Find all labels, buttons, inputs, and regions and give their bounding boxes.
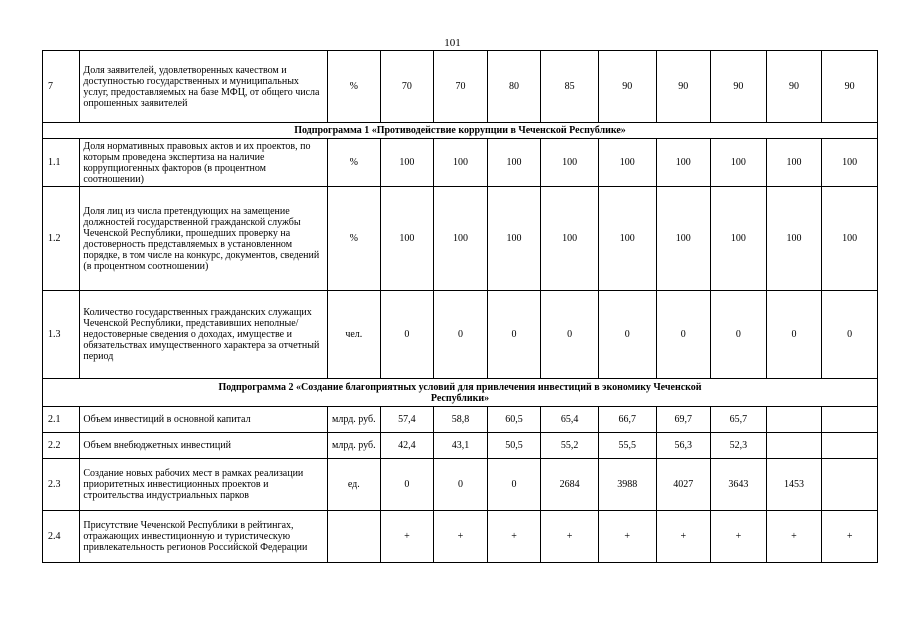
value-cell: 0: [541, 291, 599, 379]
value-cell: 100: [380, 139, 434, 187]
value-cell: +: [822, 511, 878, 563]
value-cell: 70: [380, 51, 434, 123]
value-cell: 0: [766, 291, 822, 379]
value-cell: 42,4: [380, 433, 434, 459]
value-cell: 85: [541, 51, 599, 123]
row-number: 2.4: [43, 511, 80, 563]
section-title: Подпрограмма 2 «Создание благоприятных условий для привлечения инвестиций в экономику Чеченской Республики»: [43, 379, 878, 407]
row-number: 1.1: [43, 139, 80, 187]
value-cell: 69,7: [656, 407, 711, 433]
value-cell: [822, 407, 878, 433]
value-cell: 57,4: [380, 407, 434, 433]
value-cell: +: [434, 511, 488, 563]
value-cell: 65,4: [541, 407, 599, 433]
unit-cell: ед.: [328, 459, 381, 511]
value-cell: 100: [822, 139, 878, 187]
unit-cell: млрд. руб.: [328, 407, 381, 433]
table-row: [43, 433, 878, 459]
indicator-name: Объем внебюджетных инвестиций: [80, 433, 328, 459]
row-number: 1.2: [43, 187, 80, 291]
indicator-name: Доля заявителей, удовлетворенных качеством и доступностью государственных и муниципальных услуг, предоставляемых на базе МФЦ, от общего числа опрошенных заявителей: [80, 51, 328, 123]
value-cell: +: [656, 511, 711, 563]
table-row: [43, 51, 878, 123]
unit-cell: %: [328, 51, 381, 123]
value-cell: +: [380, 511, 434, 563]
value-cell: 56,3: [656, 433, 711, 459]
value-cell: +: [711, 511, 767, 563]
value-cell: +: [598, 511, 656, 563]
value-cell: 43,1: [434, 433, 488, 459]
row-number: 7: [43, 51, 80, 123]
value-cell: 100: [380, 187, 434, 291]
value-cell: 65,7: [711, 407, 767, 433]
value-cell: 55,2: [541, 433, 599, 459]
value-cell: 55,5: [598, 433, 656, 459]
value-cell: 50,5: [487, 433, 541, 459]
value-cell: 0: [487, 459, 541, 511]
value-cell: 2684: [541, 459, 599, 511]
indicator-name: Доля лиц из числа претендующих на замещение должностей государственной гражданской службы Чеченской Республики, прошедших проверку на достоверность представляемых в установленном порядке, в том числе на конкурс, документов, сведений (в процентном соотношении): [80, 187, 328, 291]
value-cell: 90: [766, 51, 822, 123]
value-cell: 4027: [656, 459, 711, 511]
value-cell: 100: [434, 187, 488, 291]
value-cell: 0: [434, 459, 488, 511]
row-number: 2.2: [43, 433, 80, 459]
value-cell: 58,8: [434, 407, 488, 433]
value-cell: [822, 433, 878, 459]
value-cell: +: [541, 511, 599, 563]
value-cell: [766, 407, 822, 433]
value-cell: 100: [766, 139, 822, 187]
section-row: [43, 379, 878, 407]
value-cell: 100: [487, 139, 541, 187]
table-row: [43, 291, 878, 379]
value-cell: 0: [380, 459, 434, 511]
table-row: [43, 187, 878, 291]
value-cell: 0: [711, 291, 767, 379]
value-cell: [766, 433, 822, 459]
value-cell: [822, 459, 878, 511]
table-row: [43, 511, 878, 563]
value-cell: 0: [822, 291, 878, 379]
value-cell: 100: [822, 187, 878, 291]
value-cell: 100: [598, 187, 656, 291]
value-cell: 100: [434, 139, 488, 187]
value-cell: 100: [766, 187, 822, 291]
indicator-name: Создание новых рабочих мест в рамках реализации приоритетных инвестиционных проектов и строительства индустриальных парков: [80, 459, 328, 511]
value-cell: 3643: [711, 459, 767, 511]
table-row: [43, 459, 878, 511]
value-cell: 0: [656, 291, 711, 379]
value-cell: 100: [711, 187, 767, 291]
row-number: 2.3: [43, 459, 80, 511]
value-cell: 0: [380, 291, 434, 379]
value-cell: 90: [656, 51, 711, 123]
value-cell: 66,7: [598, 407, 656, 433]
unit-cell: чел.: [328, 291, 381, 379]
indicator-name: Доля нормативных правовых актов и их проектов, по которым проведена экспертиза на наличие коррупциогенных факторов (в процентном соотношении): [80, 139, 328, 187]
value-cell: 100: [598, 139, 656, 187]
table-row: [43, 139, 878, 187]
table-row: [43, 407, 878, 433]
value-cell: 80: [487, 51, 541, 123]
row-number: 2.1: [43, 407, 80, 433]
indicators-table: [42, 50, 878, 563]
value-cell: 0: [598, 291, 656, 379]
value-cell: 70: [434, 51, 488, 123]
section-row: [43, 123, 878, 139]
value-cell: 0: [487, 291, 541, 379]
value-cell: 100: [541, 139, 599, 187]
value-cell: 90: [711, 51, 767, 123]
page-number: 101: [444, 37, 461, 49]
indicator-name: Присутствие Чеченской Республики в рейтингах, отражающих инвестиционную и туристическую привлекательность регионов Российской Федерации: [80, 511, 328, 563]
unit-cell: млрд. руб.: [328, 433, 381, 459]
value-cell: 100: [487, 187, 541, 291]
value-cell: 60,5: [487, 407, 541, 433]
value-cell: 100: [656, 139, 711, 187]
value-cell: 90: [822, 51, 878, 123]
value-cell: 90: [598, 51, 656, 123]
value-cell: 52,3: [711, 433, 767, 459]
unit-cell: [328, 511, 381, 563]
value-cell: +: [766, 511, 822, 563]
value-cell: +: [487, 511, 541, 563]
value-cell: 100: [656, 187, 711, 291]
row-number: 1.3: [43, 291, 80, 379]
value-cell: 100: [541, 187, 599, 291]
value-cell: 100: [711, 139, 767, 187]
value-cell: 0: [434, 291, 488, 379]
value-cell: 1453: [766, 459, 822, 511]
unit-cell: %: [328, 187, 381, 291]
indicator-name: Объем инвестиций в основной капитал: [80, 407, 328, 433]
unit-cell: %: [328, 139, 381, 187]
value-cell: 3988: [598, 459, 656, 511]
indicator-name: Количество государственных гражданских служащих Чеченской Республики, представивших неполные/недостоверные сведения о доходах, имуществе и обязательствах имущественного характера за отчетный период: [80, 291, 328, 379]
section-title: Подпрограмма 1 «Противодействие коррупции в Чеченской Республике»: [43, 123, 878, 139]
